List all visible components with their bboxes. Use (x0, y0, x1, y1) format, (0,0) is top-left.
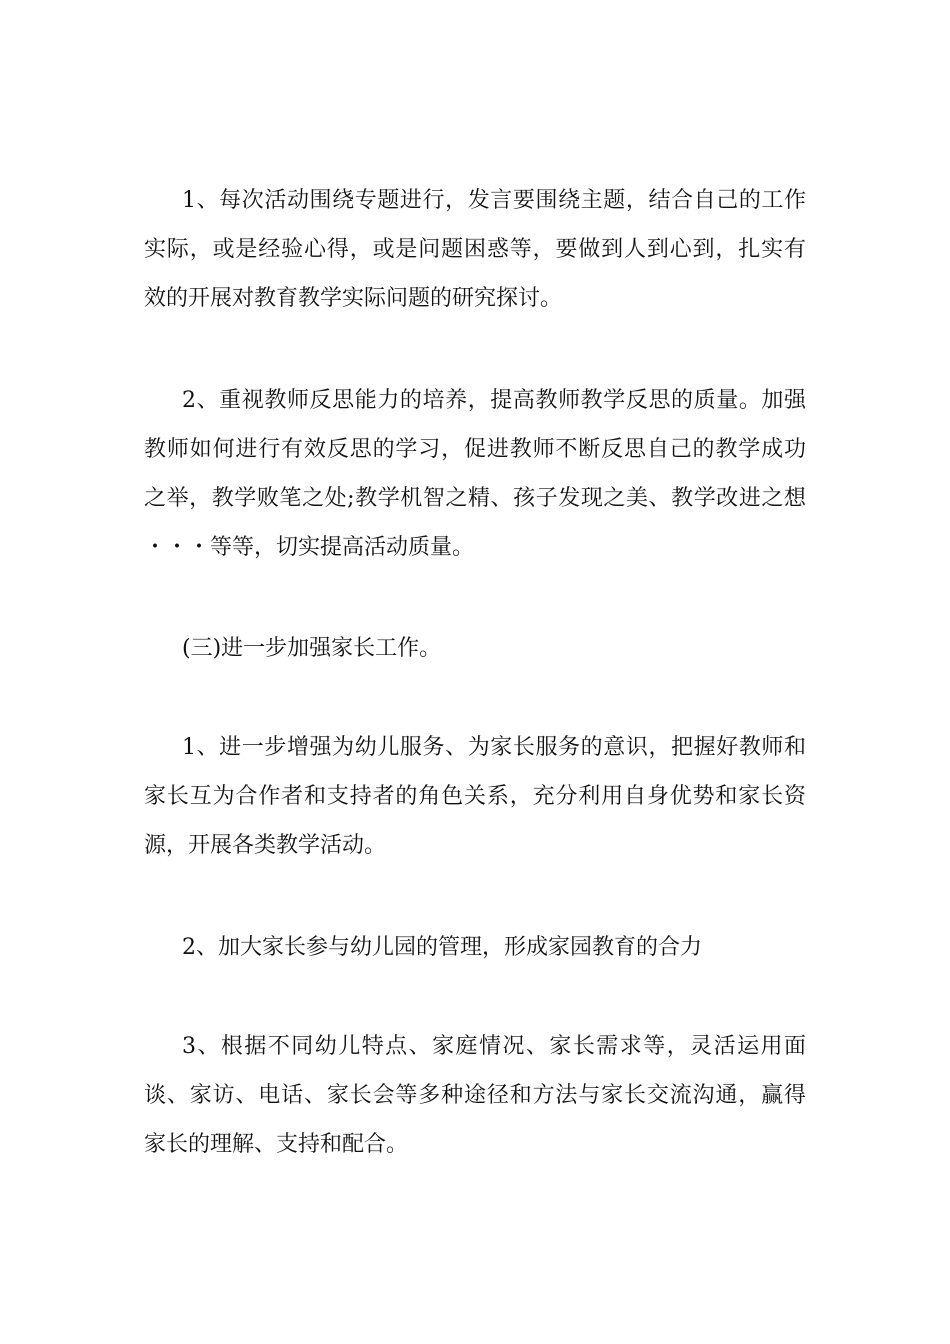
paragraph-parent-participation (144, 923, 806, 972)
paragraph-activity-theme (144, 176, 806, 323)
text-line: 2、重视教师反思能力的培养，提高教师教学反思的质量。加强 (182, 388, 806, 413)
text-line: 教师如何进行有效反思的学习，促进教师不断反思自己的教学成功 (144, 437, 806, 462)
section-heading-parent-work (144, 624, 806, 673)
text-line: 2、加大家长参与幼儿园的管理，形成家园教育的合力 (182, 935, 702, 960)
paragraph-communication-methods (144, 1022, 806, 1169)
heading-line: (三)进一步加强家长工作。 (182, 636, 442, 661)
text-line: 效的开展对教育教学实际问题的研究探讨。 (144, 286, 563, 311)
text-line: 实际，或是经验心得，或是问题困惑等，要做到人到心到，扎实有 (144, 237, 806, 262)
text-line: 1、每次活动围绕专题进行，发言要围绕主题，结合自己的工作 (182, 188, 806, 213)
text-line: 家长的理解、支持和配合。 (144, 1132, 409, 1157)
text-line: 1、进一步增强为幼儿服务、为家长服务的意识，把握好教师和 (182, 735, 806, 760)
text-line: ・・・等等，切实提高活动质量。 (144, 535, 475, 560)
paragraph-teacher-reflection (144, 376, 806, 572)
text-line: 家长互为合作者和支持者的角色关系，充分利用自身优势和家长资 (144, 784, 806, 809)
paragraph-service-awareness (144, 723, 806, 870)
text-line: 源，开展各类教学活动。 (144, 833, 387, 858)
text-line: 谈、家访、电话、家长会等多种途径和方法与家长交流沟通，赢得 (144, 1083, 806, 1108)
text-line: 3、根据不同幼儿特点、家庭情况、家长需求等，灵活运用面 (182, 1034, 806, 1059)
text-line: 之举，教学败笔之处;教学机智之精、孩子发现之美、教学改进之想 (144, 486, 806, 511)
